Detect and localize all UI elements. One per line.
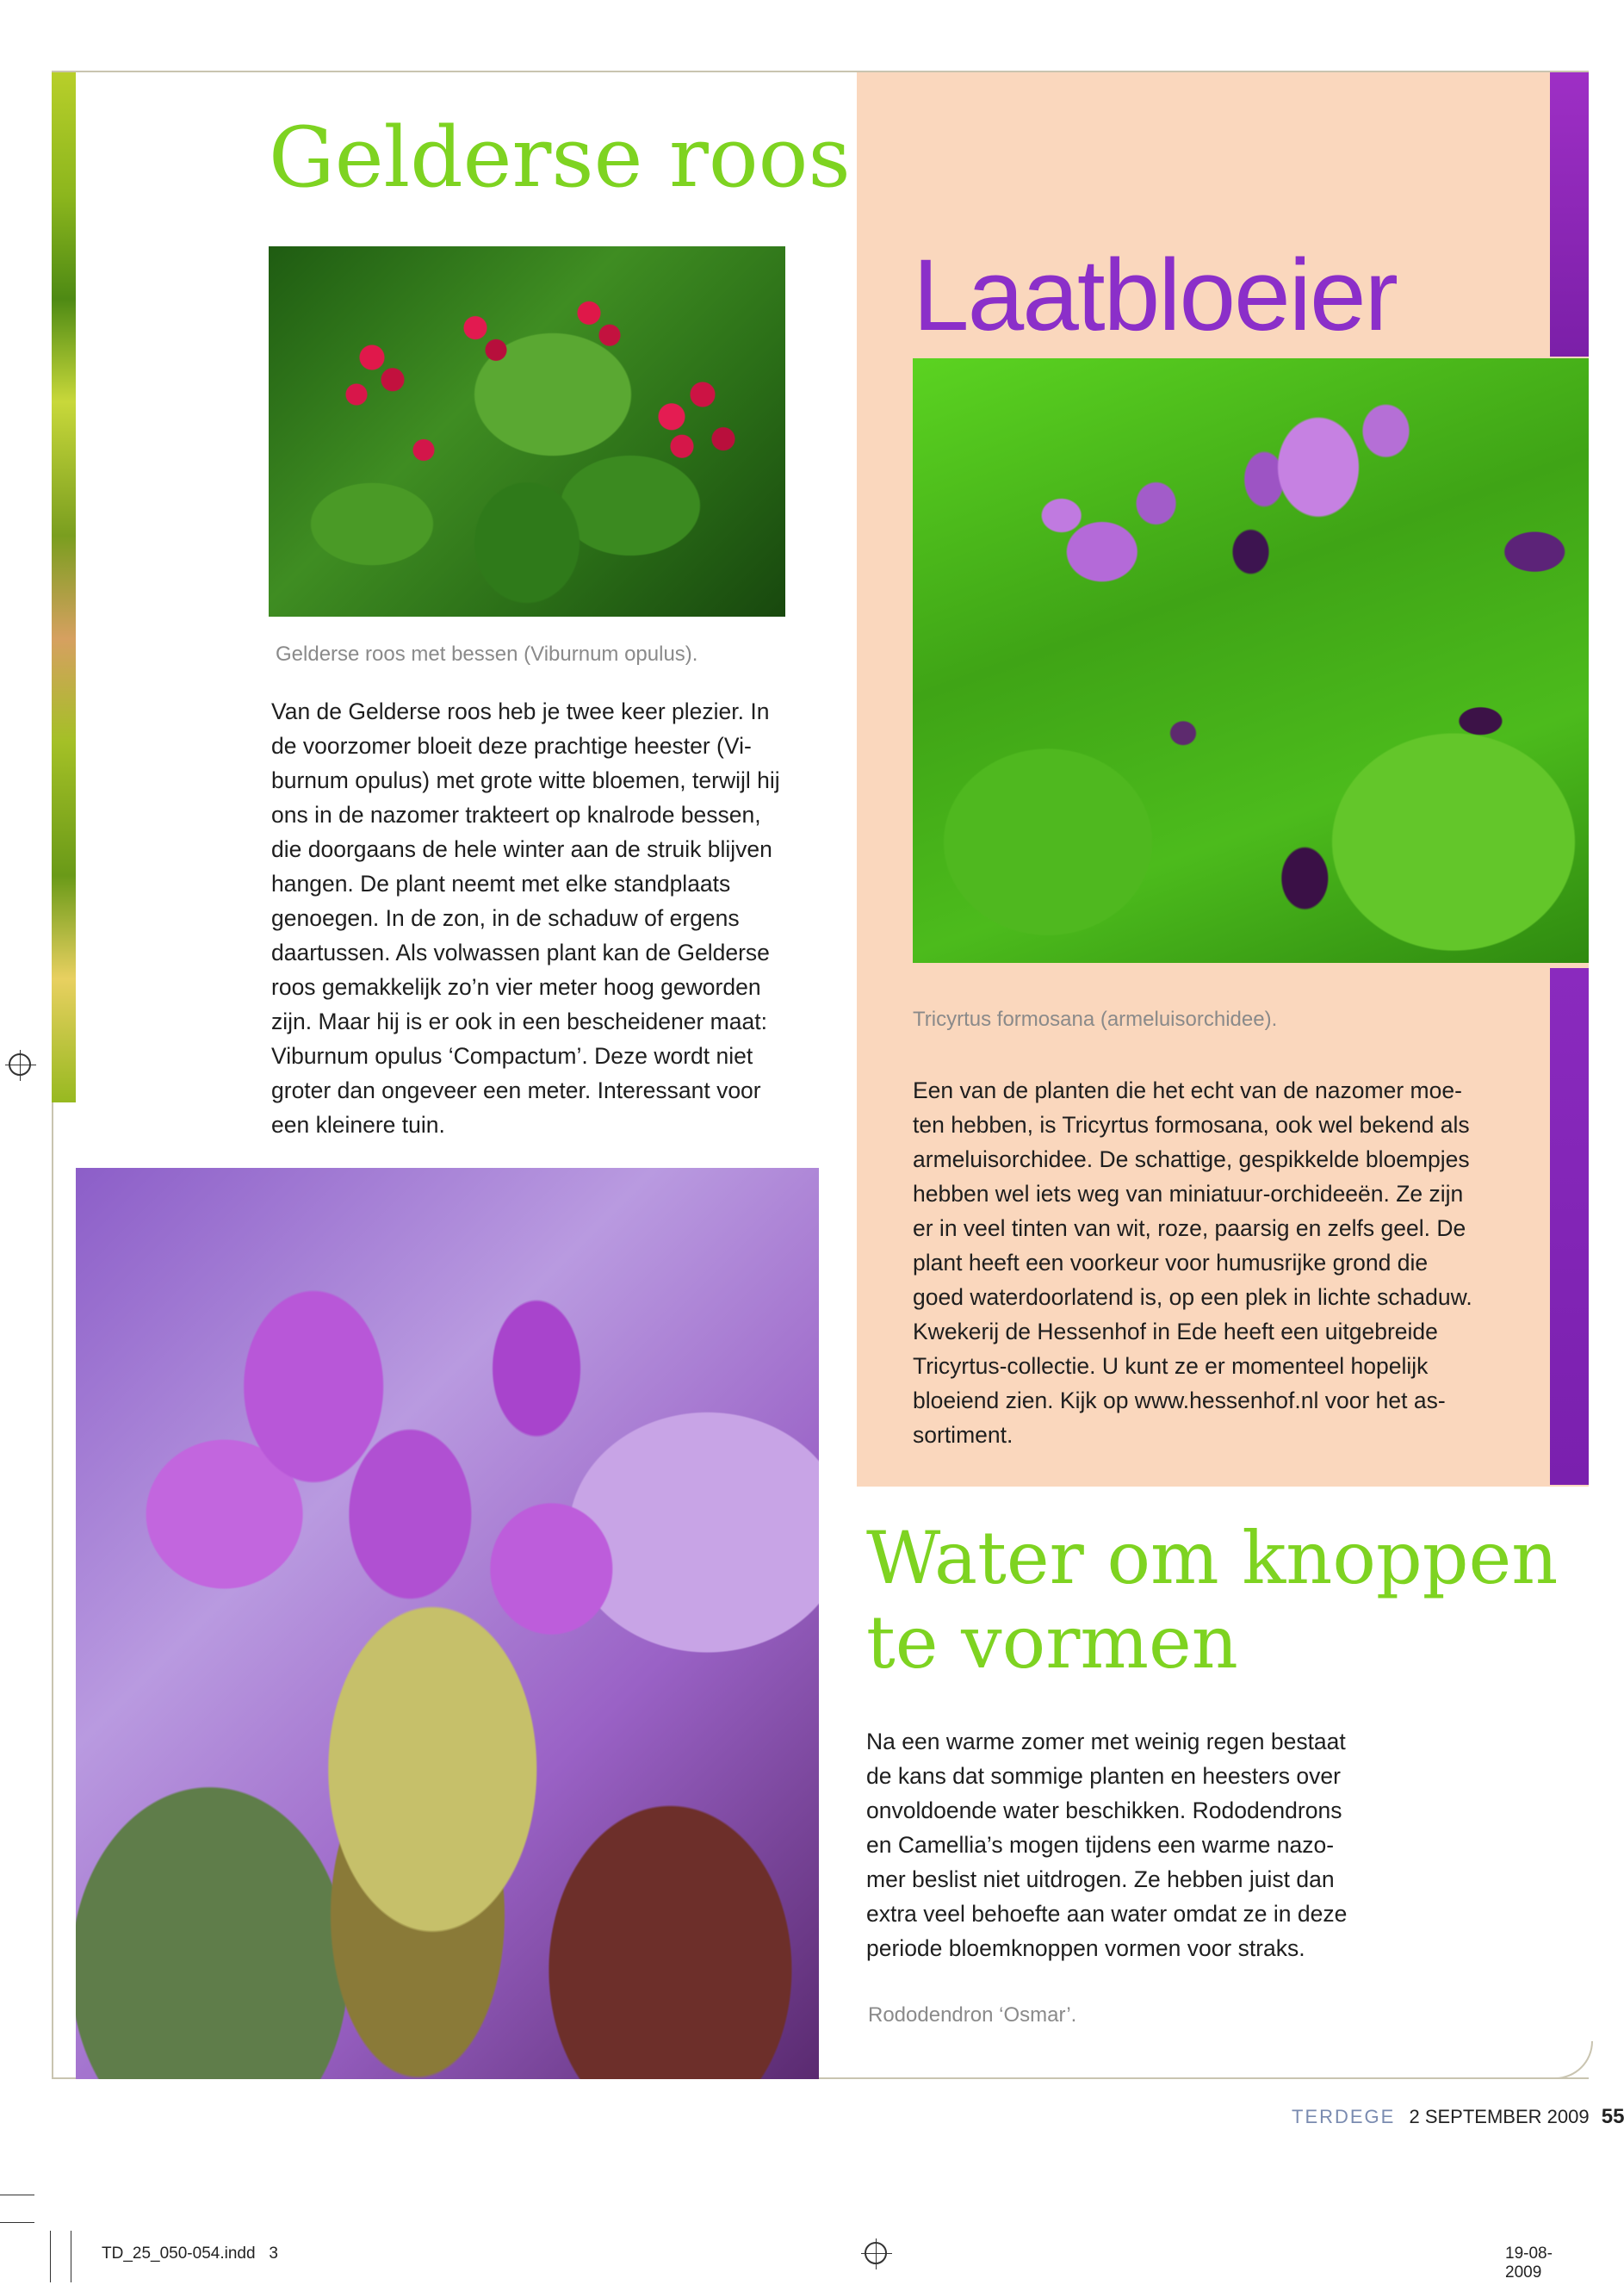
laatbloeier-heading: Laatbloeier [913,239,1397,352]
issue-date: 2 SEPTEMBER 2009 [1409,2106,1590,2127]
text-line: hangen. De plant neemt met elke standplaats [271,871,731,897]
print-date: 19-08-2009 [1505,2244,1553,2282]
text-line: daartussen. Als volwassen plant kan de Gelderse [271,940,770,965]
text-line: groter dan ongeveer een meter. Interessant voor [271,1077,761,1103]
text-line: zijn. Maar hij is er ook in een bescheidener maat: [271,1009,767,1034]
water-caption: Rododendron ‘Osmar’. [868,2003,1077,2027]
text-line: ons in de nazomer trakteert op knalrode bessen, [271,802,761,828]
text-line: mer beslist niet uitdrogen. Ze hebben juist dan [866,1866,1335,1892]
purple-edge-bar-bottom [1550,968,1589,1485]
text-line: plant heeft een voorkeur voor humusrijke grond die [913,1250,1429,1276]
rhododendron-photo [76,1168,819,2079]
indd-filename: TD_25_050-054.indd 3 [102,2244,278,2263]
text-line: onvoldoende water beschikken. Rododendrons [866,1797,1342,1823]
left-photo-strip [52,72,76,1102]
text-line: burnum opulus) met grote witte bloemen, terwijl hij [271,767,780,793]
text-line: Van de Gelderse roos heb je twee keer plezier. In [271,698,770,724]
crop-mark [0,2222,34,2223]
laatbloeier-body [913,1073,1533,1452]
laatbloeier-caption: Tricyrtus formosana (armeluisorchidee). [913,1008,1278,1031]
water-heading [866,1516,1558,1685]
text-line: de voorzomer bloeit deze prachtige heester (Vi- [271,733,752,759]
text-line: de kans dat sommige planten en heesters over [866,1763,1341,1789]
water-body [866,1724,1400,1965]
text-line: een kleinere tuin. [271,1112,445,1138]
crop-mark [50,2231,51,2282]
text-line: sortiment. [913,1422,1013,1448]
text-line: extra veel behoefte aan water omdat ze in deze [866,1901,1348,1927]
page-number: 55 [1601,2105,1624,2128]
text-line: Een van de planten die het echt van de nazomer moe- [913,1077,1462,1103]
water-heading-line2: te vormen [866,1600,1238,1685]
text-line: genoegen. In de zon, in de schaduw of ergens [271,905,740,931]
registration-mark-left [9,1053,31,1076]
purple-edge-bar-top [1550,72,1589,357]
text-line: Tricyrtus-collectie. U kunt ze er momenteel hopelijk [913,1353,1429,1379]
gelderse-heading: Gelderse roos [269,109,851,206]
magazine-name: TERDEGE [1292,2106,1396,2127]
gelderse-roos-photo [269,246,785,617]
text-line: periode bloemknoppen vormen voor straks. [866,1935,1305,1961]
text-line: die doorgaans de hele winter aan de struik blijven [271,836,772,862]
text-line: en Camellia’s mogen tijdens een warme nazo- [866,1832,1335,1858]
page-footer [1292,2105,1624,2129]
text-line: bloeiend zien. Kijk op www.hessenhof.nl voor het as- [913,1388,1446,1413]
text-line: roos gemakkelijk zo’n vier meter hoog geworden [271,974,761,1000]
water-heading-line1: Water om knoppen [866,1516,1559,1600]
text-line: goed waterdoorlatend is, op een plek in lichte schaduw. [913,1284,1472,1310]
registration-mark-bottom [865,2242,887,2264]
text-line: Viburnum opulus ‘Compactum’. Deze wordt niet [271,1043,753,1069]
text-line: er in veel tinten van wit, roze, paarsig en zelfs geel. De [913,1215,1466,1241]
text-line: ten hebben, is Tricyrtus formosana, ook wel bekend als [913,1112,1470,1138]
gelderse-caption: Gelderse roos met bessen (Viburnum opulus). [276,643,698,666]
tricyrtis-photo [913,358,1589,963]
text-line: Na een warme zomer met weinig regen bestaat [866,1729,1346,1754]
gelderse-body [271,694,822,1142]
text-line: hebben wel iets weg van miniatuur-orchideeën. Ze zijn [913,1181,1464,1207]
text-line: Kwekerij de Hessenhof in Ede heeft een uitgebreide [913,1319,1438,1344]
text-line: armeluisorchidee. De schattige, gespikkelde bloempjes [913,1146,1470,1172]
